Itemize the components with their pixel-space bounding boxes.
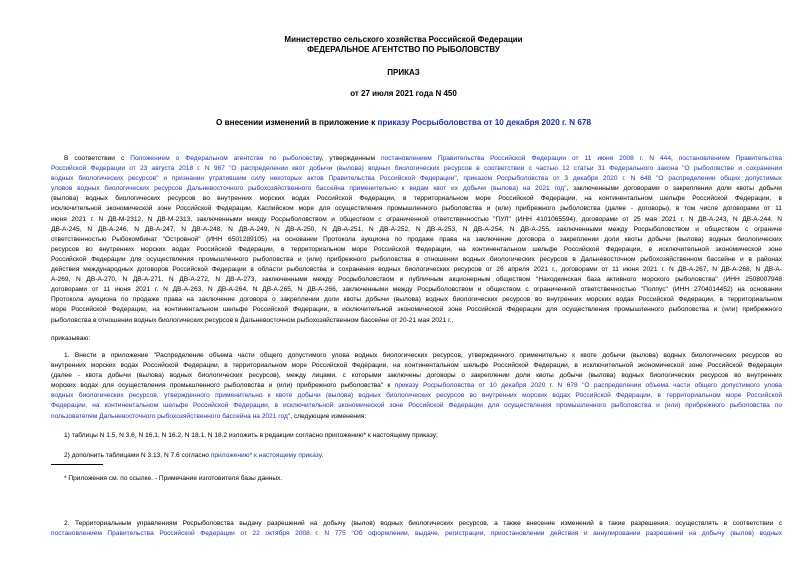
title-prefix: О внесении изменений в приложение к bbox=[215, 118, 378, 127]
paragraph-line: 1. Внести в приложение "Распределение объема части общего допустимого улова водных биологических ресурсов, утвержденного применительно к квоте добычи (вылова) водных биологических ресурсов во bbox=[64, 352, 782, 359]
preamble-line: море Российской Федерации, на континентальном шельфе Российской Федерации, в исключительной экономической зоне Российской Федерации для осуществления промышленного рыболовства и (или) прибрежного bbox=[51, 306, 782, 314]
title-order-link[interactable]: приказу Росрыболовства от 10 декабря 2020 г. N 678 bbox=[377, 118, 592, 127]
preamble-line: ресурсов во внутренних морских водах Российской Федерации, в территориальном море Российской Федерации, на континентальном шельфе Российской Федерации, в исключительной экономической зоне bbox=[51, 245, 782, 253]
paragraph-line: 2. Территориальным управлениям Росрыболовства выдачу разрешений на добычу (вылов) водных биологических ресурсов, а также внесение изменений в такие разрешения, осуществлять в соответствии с bbox=[64, 520, 782, 527]
order-678-link[interactable]: приказу Росрыболовства от 10 декабря 2020 г. N 678 "О распределении объема части общего допустимого улова bbox=[394, 382, 782, 390]
paragraph-line: морских водах для осуществления промышленного рыболовства и (или) прибрежного рыболовства" к приказу Росрыболовства от 10 декабря 2020 г. N 678 "О распределении объема части общего допустимого улова bbox=[51, 382, 782, 390]
preamble-line: А-269, N ДВ-А-270, N ДВ-А-271, N ДВ-А-272, N ДВ-А-273, заключенными между Росрыболовством и публичным акционерным обществом "Находкинская база активного морского рыболовства" (ИНН 2508007948 bbox=[51, 276, 782, 284]
paragraph-line bbox=[51, 401, 782, 411]
paragraph-line bbox=[51, 529, 782, 539]
preamble-line: Протокола аукциона по продаже права на заключение договора о закреплении доли квоты добычи (вылова) водных биологических ресурсов во внутренних морских водах Российской Федерации, в территориальном bbox=[51, 296, 782, 304]
agency-heading: ФЕДЕРАЛЬНОЕ АГЕНТСТВО ПО РЫБОЛОВСТВУ bbox=[307, 45, 500, 54]
paragraph-line: (далее - квота добычи (вылова) водных биологических ресурсов), между лицами, с которыми заключены договоры о закреплении доли квоты добычи (вылова) водных биологических ресурсов во внутренних bbox=[51, 372, 782, 380]
doc-date-number: от 27 июля 2021 года N 450 bbox=[350, 89, 457, 98]
sub-item-2: 2) дополнить таблицами N 3.13, N 7.6 согласно приложению* к настоящему приказу. bbox=[64, 452, 324, 459]
preamble-line: водных биологических ресурсов" и признании утратившим силу некоторых актов Правительства Российской Федерации", приказом Росрыболовства от 3 декабря 2020 г. N 648 "О распределении общих допустимых bbox=[51, 175, 782, 183]
doc-type-heading: ПРИКАЗ bbox=[387, 68, 420, 77]
preamble-line: ДВ-А-245, N ДВ-А-246, N ДВ-А-247, N ДВ-А-248, N ДВ-А-249, N ДВ-А-250, N ДВ-А-251, N ДВ-А-252, N ДВ-А-253, N ДВ-А-254, N ДВ-А-255, заключенными между Росрыболовством и обществом с ограниче bbox=[51, 225, 782, 233]
preamble-line: уловов водных биологических ресурсов Дальневосточного рыбохозяйственного бассейна применительно к видам квот их добычи (вылова) на 2021 год", заключенными договорами о закреплении доли квоты добычи bbox=[51, 185, 782, 193]
preamble-line: июня 2021 г. N ДВ-М-2312, N ДВ-М-2313, заключенными между Росрыболовством и обществом с ограниченной ответственностью "ПУЛ" (ИНН 4101065594), договорами от 25 мая 2021 г. N ДВ-А-243, N ДВ-А-244, N bbox=[51, 215, 782, 223]
order-648-link-cont[interactable]: уловов водных биологических ресурсов Дальневосточного рыбохозяйственного бассейна применительно к видам квот их добычи (вылова) на 2021 год" bbox=[51, 185, 567, 193]
preamble-line: В соответствии с Положением о Федеральном агентстве по рыболовству, утвержденным постановлением Правительства Российской Федерации от 11 июня 2008 г. N 444, постановлением Правительства bbox=[64, 155, 782, 162]
preamble-paragraph bbox=[51, 154, 782, 326]
footnote: * Приложения см. по ссылке. - Примечание изготовителя базы данных. bbox=[64, 475, 283, 482]
resolution-987-link-end[interactable]: водных биологических ресурсов" и признании утратившим силу некоторых актов Правительства Российской Федерации" bbox=[51, 175, 457, 183]
preamble-line: договорами от 11 июня 2021 г. N ДВ-А-263, N ДВ-А-264, N ДВ-А-265, N ДВ-А-266, заключенными между Росрыболовством и обществом с ограниченной ответственностью "Полпус" (ИНН 2704014452) на основании bbox=[51, 286, 782, 294]
resolution-987-link[interactable]: постановлением Правительства bbox=[678, 155, 782, 162]
preamble-line: Российской Федерации для осуществления промышленного рыболовства и (или) прибрежного рыболовства в отношении водных биологических ресурсов в Дальневосточном рыбохозяйственном бассейне и в районах bbox=[51, 255, 782, 263]
preamble-line: рыболовства в отношении водных биологических ресурсов в Дальневосточном рыбохозяйственном бассейне от 20-21 мая 2021 г., bbox=[51, 316, 454, 324]
paragraph-line: внутренних морских водах Российской Федерации, в территориальном море Российской Федерации, на континентальном шельфе Российской Федерации, в исключительной экономической зоне Российской Федерации bbox=[51, 362, 782, 370]
preamble-line: действия международных договоров Российской Федерации в области рыболовства и сохранения водных биологических ресурсов от 26 апреля 2021 г., договорами от 11 июня 2021 г. N ДВ-А-267, N ДВ-А-268, N ДВ-А- bbox=[51, 266, 782, 274]
preamble-line: ответственностью Рыбокомбинат "Островной" (ИНН 6501289105) на основании Протокола аукциона по продаже права на заключение договора о закреплении доли квоты добычи (вылова) водных биологических bbox=[51, 235, 782, 243]
order-word: приказываю: bbox=[51, 335, 91, 342]
resolution-444-link[interactable]: постановлением Правительства Российской Федерации от 11 июня 2008 г. N 444 bbox=[380, 155, 671, 162]
ministry-heading: Министерство сельского хозяйства Российской Федерации bbox=[284, 35, 523, 44]
order-678-link-cont2[interactable]: Федерации, на континентальном шельфе Российской Федерации, в исключительной экономической зоне Российской Федерации для осуществления промышленного рыболовства и (или) прибрежного рыболовства по bbox=[51, 402, 782, 410]
preamble-line bbox=[51, 164, 782, 174]
resolution-987-link-cont[interactable]: Российской Федерации от 23 августа 2018 г. N 987 "О распределении квот добычи (вылова) водных биологических ресурсов в соответствии с bbox=[51, 165, 537, 173]
document-title bbox=[0, 118, 807, 127]
order-678-link-cont[interactable]: водных биологических ресурсов, утвержденного применительно к квоте добычи (вылова) водных биологических ресурсов во внутренних морских водах Российской Федерации, в территориальном море Российской bbox=[51, 392, 782, 400]
sub-item-1: 1) таблицы N 1.5, N 3.6, N 16.1, N 16.2, N 18.1, N 18.2 изложить в редакции согласно приложению* к настоящему приказу; bbox=[64, 432, 438, 439]
paragraph-line: пользователям Дальневосточного рыбохозяйственного бассейна на 2021 год", следующие изменения: bbox=[51, 412, 367, 420]
footnote-separator bbox=[51, 464, 103, 465]
article-31-link[interactable]: частью 12 статьи 31 bbox=[536, 165, 606, 173]
preamble-line: исключительной экономической зоне Российской Федерации, Каспийском море для осуществления промышленного рыболовства и (или) прибрежного рыболовства (далее - договоры), в том числе договорами от 11 bbox=[51, 205, 782, 213]
fisheries-law-link[interactable]: Федерального закона "О рыболовстве и сохранении bbox=[605, 165, 782, 173]
regulation-link[interactable]: Положением о Федеральном агентстве по рыболовству bbox=[130, 155, 322, 162]
preamble-line: (вылова) водных биологических ресурсов во внутренних морских водах Российской Федерации, в территориальном море Российской Федерации, на континентальном шельфе Российской Федерации, в bbox=[51, 195, 782, 203]
resolution-775-link[interactable]: постановлением Правительства Российской Федерации от 22 октября 2008 г. N 775 "Об оформлении, выдаче, регистрации, приостановлении действия и аннулировании разрешений на добычу (вылов) водных bbox=[51, 530, 782, 538]
order-678-link-end[interactable]: пользователям Дальневосточного рыбохозяйственного бассейна на 2021 год" bbox=[51, 412, 291, 420]
appendix-link[interactable]: приложению* к настоящему приказу bbox=[210, 452, 322, 459]
order-item-2-paragraph bbox=[51, 519, 782, 539]
paragraph-line bbox=[51, 391, 782, 401]
order-item-1-paragraph bbox=[51, 351, 782, 422]
order-648-link[interactable]: приказом Росрыболовства от 3 декабря 2020 г. N 648 "О распределении общих допустимых bbox=[463, 175, 782, 183]
